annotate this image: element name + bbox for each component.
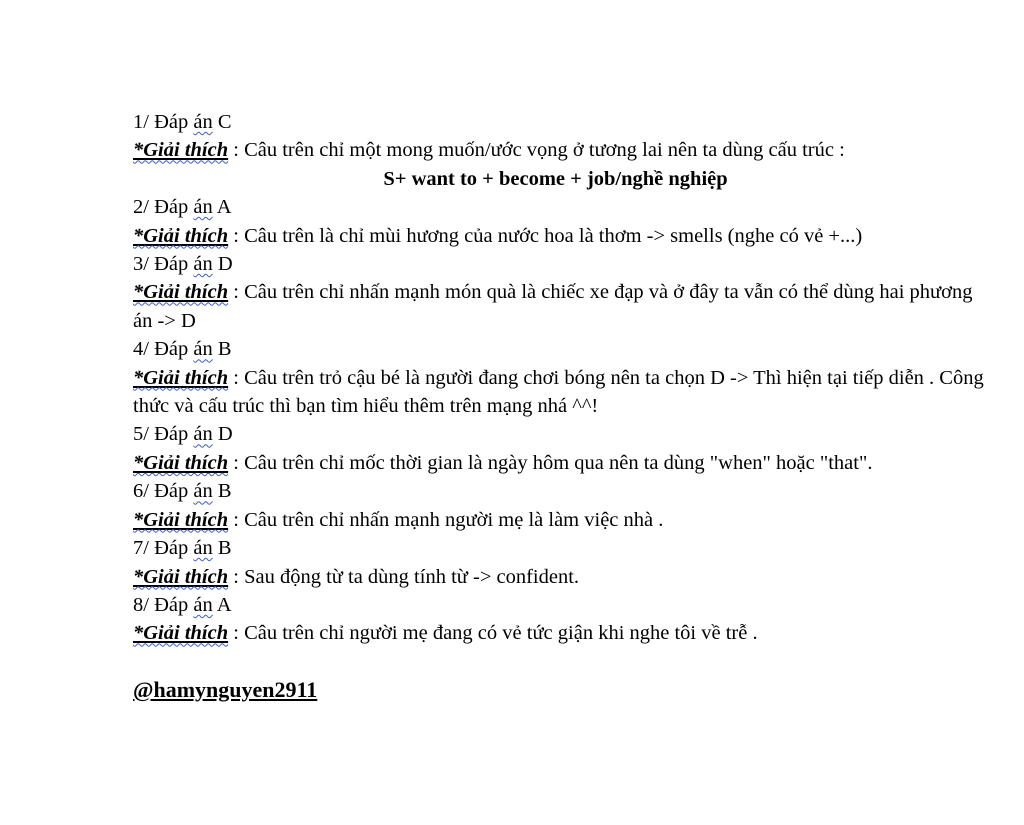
answer-line-6 <box>133 477 1018 505</box>
answer-line-8 <box>133 591 1018 619</box>
answer-word: án <box>193 423 213 446</box>
answer-prefix: Đáp <box>154 111 189 133</box>
explanation-2 <box>133 222 1018 250</box>
formula: S+ want to + become + job/nghề nghiệp <box>383 167 728 190</box>
answer-line-7 <box>133 534 1018 562</box>
answer-word: án <box>193 196 213 219</box>
answer-word: án <box>193 338 213 361</box>
answer-line-4 <box>133 335 1018 363</box>
explanation-label: *Giải thích <box>133 366 229 389</box>
answer-letter: A <box>216 593 232 616</box>
answer-word: án <box>193 593 213 616</box>
explanation-text: : Câu trên là chỉ mùi hương của nước hoa là thơm -> smells (nghe có vẻ +...) <box>228 224 863 247</box>
explanation-label: *Giải thích <box>133 139 229 162</box>
answer-line-2 <box>133 193 1018 221</box>
answer-word: án <box>193 111 213 133</box>
answer-prefix: Đáp <box>154 338 189 361</box>
answer-prefix: Đáp <box>154 253 189 276</box>
explanation-label: *Giải thích <box>133 281 229 304</box>
explanation-7 <box>133 563 1018 591</box>
explanation-label: *Giải thích <box>133 451 229 474</box>
author-signature: @hamynguyen2911 <box>133 676 318 702</box>
answer-number: 7/ <box>133 537 149 560</box>
document-body <box>133 108 1018 704</box>
explanation-text: : Câu trên chỉ mốc thời gian là ngày hôm qua nên ta dùng "when" hoặc "that". <box>228 451 873 474</box>
answer-number: 8/ <box>133 593 149 616</box>
explanation-8 <box>133 619 1018 647</box>
explanation-text: : Câu trên chỉ nhấn mạnh món quà là chiếc xe đạp và ở đây ta vẫn có thể dùng hai phương án -> D <box>133 281 973 332</box>
answer-letter: B <box>217 480 232 503</box>
answer-letter: C <box>217 111 232 133</box>
explanation-4 <box>133 364 1003 421</box>
answer-prefix: Đáp <box>154 537 189 560</box>
answer-prefix: Đáp <box>154 593 189 616</box>
explanation-1 <box>133 136 1018 164</box>
answer-letter: D <box>217 423 233 446</box>
explanation-text: : Câu trên chỉ một mong muốn/ước vọng ở tương lai nên ta dùng cấu trúc : <box>228 139 845 162</box>
explanation-label: *Giải thích <box>133 224 229 247</box>
answer-line-5 <box>133 420 1018 448</box>
answer-letter: D <box>217 253 233 276</box>
answer-prefix: Đáp <box>154 480 189 503</box>
answer-number: 6/ <box>133 480 149 503</box>
explanation-label: *Giải thích <box>133 508 229 531</box>
answer-letter: A <box>216 196 232 219</box>
answer-word: án <box>193 253 213 276</box>
explanation-text: : Câu trên chỉ nhấn mạnh người mẹ là làm việc nhà . <box>228 508 664 531</box>
answer-number: 1/ <box>133 111 149 133</box>
answer-prefix: Đáp <box>154 423 189 446</box>
explanation-6 <box>133 506 1018 534</box>
answer-letter: B <box>217 537 232 560</box>
answer-line-3 <box>133 250 1018 278</box>
explanation-label: *Giải thích <box>133 565 229 588</box>
explanation-text: : Câu trên trỏ cậu bé là người đang chơi bóng nên ta chọn D -> Thì hiện tại tiếp diễn . Công thức và cấu trúc thì bạn tìm hiểu thêm trên mạng nhá ^^! <box>133 366 984 418</box>
answer-letter: B <box>217 338 232 361</box>
explanation-text: : Câu trên chỉ người mẹ đang có vẻ tức giận khi nghe tôi về trễ . <box>228 622 758 645</box>
answer-line-1 <box>133 108 1018 136</box>
answer-number: 2/ <box>133 196 149 219</box>
explanation-label: *Giải thích <box>133 622 229 645</box>
answer-number: 4/ <box>133 338 149 361</box>
explanation-3 <box>133 278 983 335</box>
answer-number: 3/ <box>133 253 149 276</box>
explanation-5 <box>133 449 963 477</box>
answer-word: án <box>193 480 213 503</box>
answer-prefix: Đáp <box>154 196 189 219</box>
answer-word: án <box>193 537 213 560</box>
answer-number: 5/ <box>133 423 149 446</box>
explanation-text: : Sau động từ ta dùng tính từ -> confident. <box>228 565 580 588</box>
